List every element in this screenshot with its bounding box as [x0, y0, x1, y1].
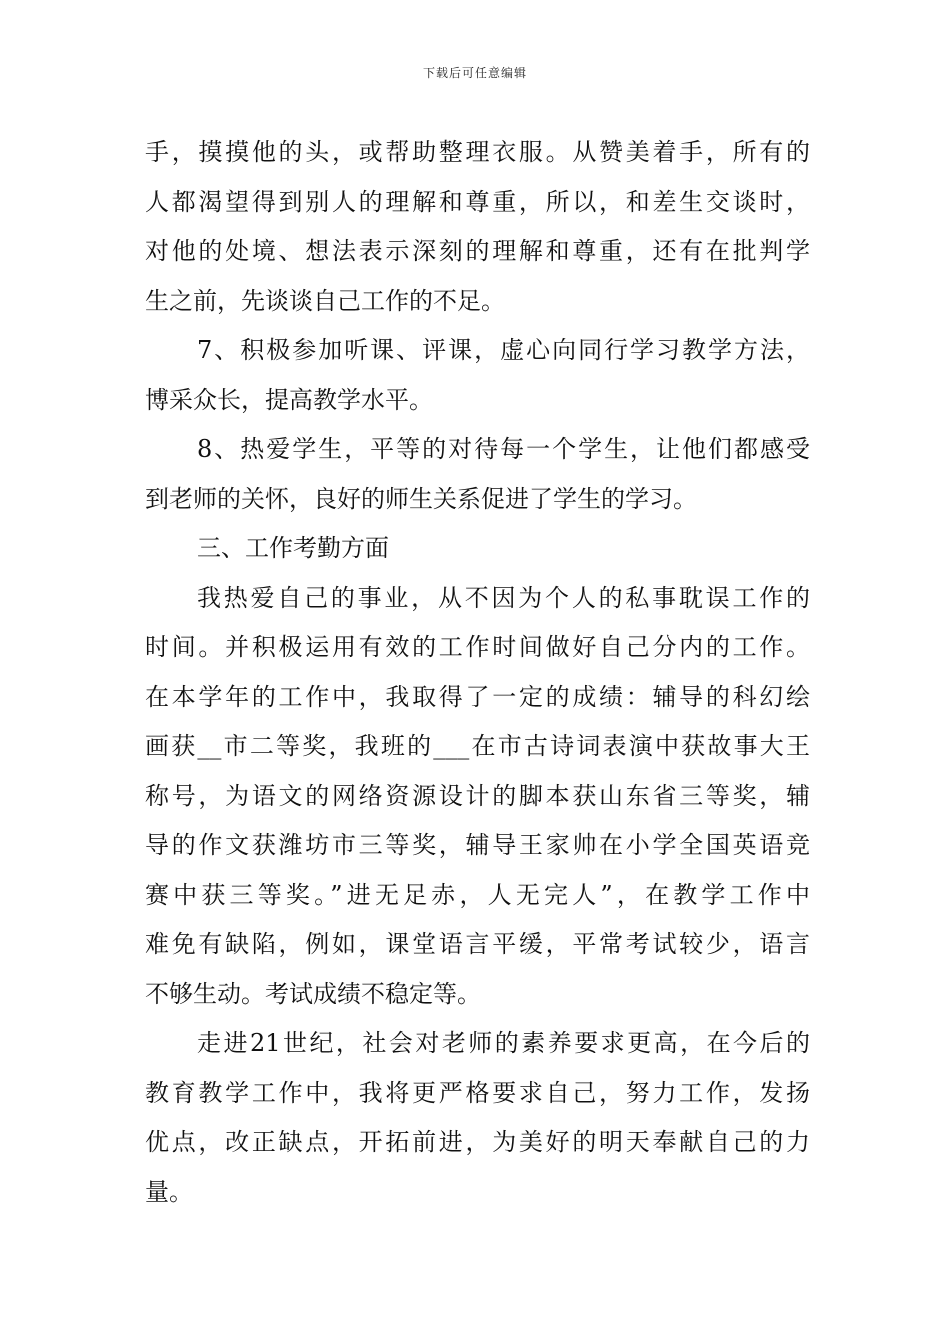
text-line: 生之前，先谈谈自己工作的不足。: [145, 286, 505, 315]
text-line: 优点，改正缺点，开拓前进，为美好的明天奉献自己的力: [145, 1128, 810, 1156]
document-body: [145, 128, 810, 1217]
text-line: 8、热爱学生，平等的对待每一个学生，让他们都感受: [197, 435, 810, 463]
text-line: 走进21世纪，社会对老师的素养要求更高，在今后的: [197, 1029, 810, 1057]
text-line: 博采众长，提高教学水平。: [145, 385, 433, 414]
text-line: 时间。并积极运用有效的工作时间做好自己分内的工作。: [145, 633, 810, 661]
text-line: 7、积极参加听课、评课，虚心向同行学习教学方法，: [197, 336, 810, 364]
text-line: 教育教学工作中，我将更严格要求自己，努力工作，发扬: [145, 1078, 810, 1107]
text-line: 量。: [145, 1177, 193, 1206]
section-heading: 三、工作考勤方面: [197, 534, 389, 562]
text-line: 对他的处境、想法表示深刻的理解和尊重，还有在批判学: [145, 237, 810, 265]
text-line: 我热爱自己的事业，从不因为个人的私事耽误工作的: [197, 583, 810, 612]
text-line: 称号，为语文的网络资源设计的脚本获山东省三等奖，辅: [145, 781, 810, 810]
text-line: 在本学年的工作中，我取得了一定的成绩：辅导的科幻绘: [145, 682, 810, 711]
page-header: 下载后可任意编辑: [422, 66, 527, 80]
text-line: 赛中获三等奖。”进无足赤，人无完人”，在教学工作中: [145, 880, 810, 909]
text-line: 导的作文获潍坊市三等奖，辅导王家帅在小学全国英语竞: [145, 831, 810, 859]
text-line: 画获__市二等奖，我班的___在市古诗词表演中获故事大王: [145, 732, 810, 760]
text-line: 手，摸摸他的头，或帮助整理衣服。从赞美着手，所有的: [145, 138, 810, 166]
text-line: 难免有缺陷，例如，课堂语言平缓，平常考试较少，语言: [145, 930, 810, 958]
text-line: 人都渴望得到别人的理解和尊重，所以，和差生交谈时，: [145, 187, 810, 216]
text-line: 不够生动。考试成绩不稳定等。: [145, 979, 481, 1008]
text-line: 到老师的关怀，良好的师生关系促进了学生的学习。: [145, 484, 697, 513]
